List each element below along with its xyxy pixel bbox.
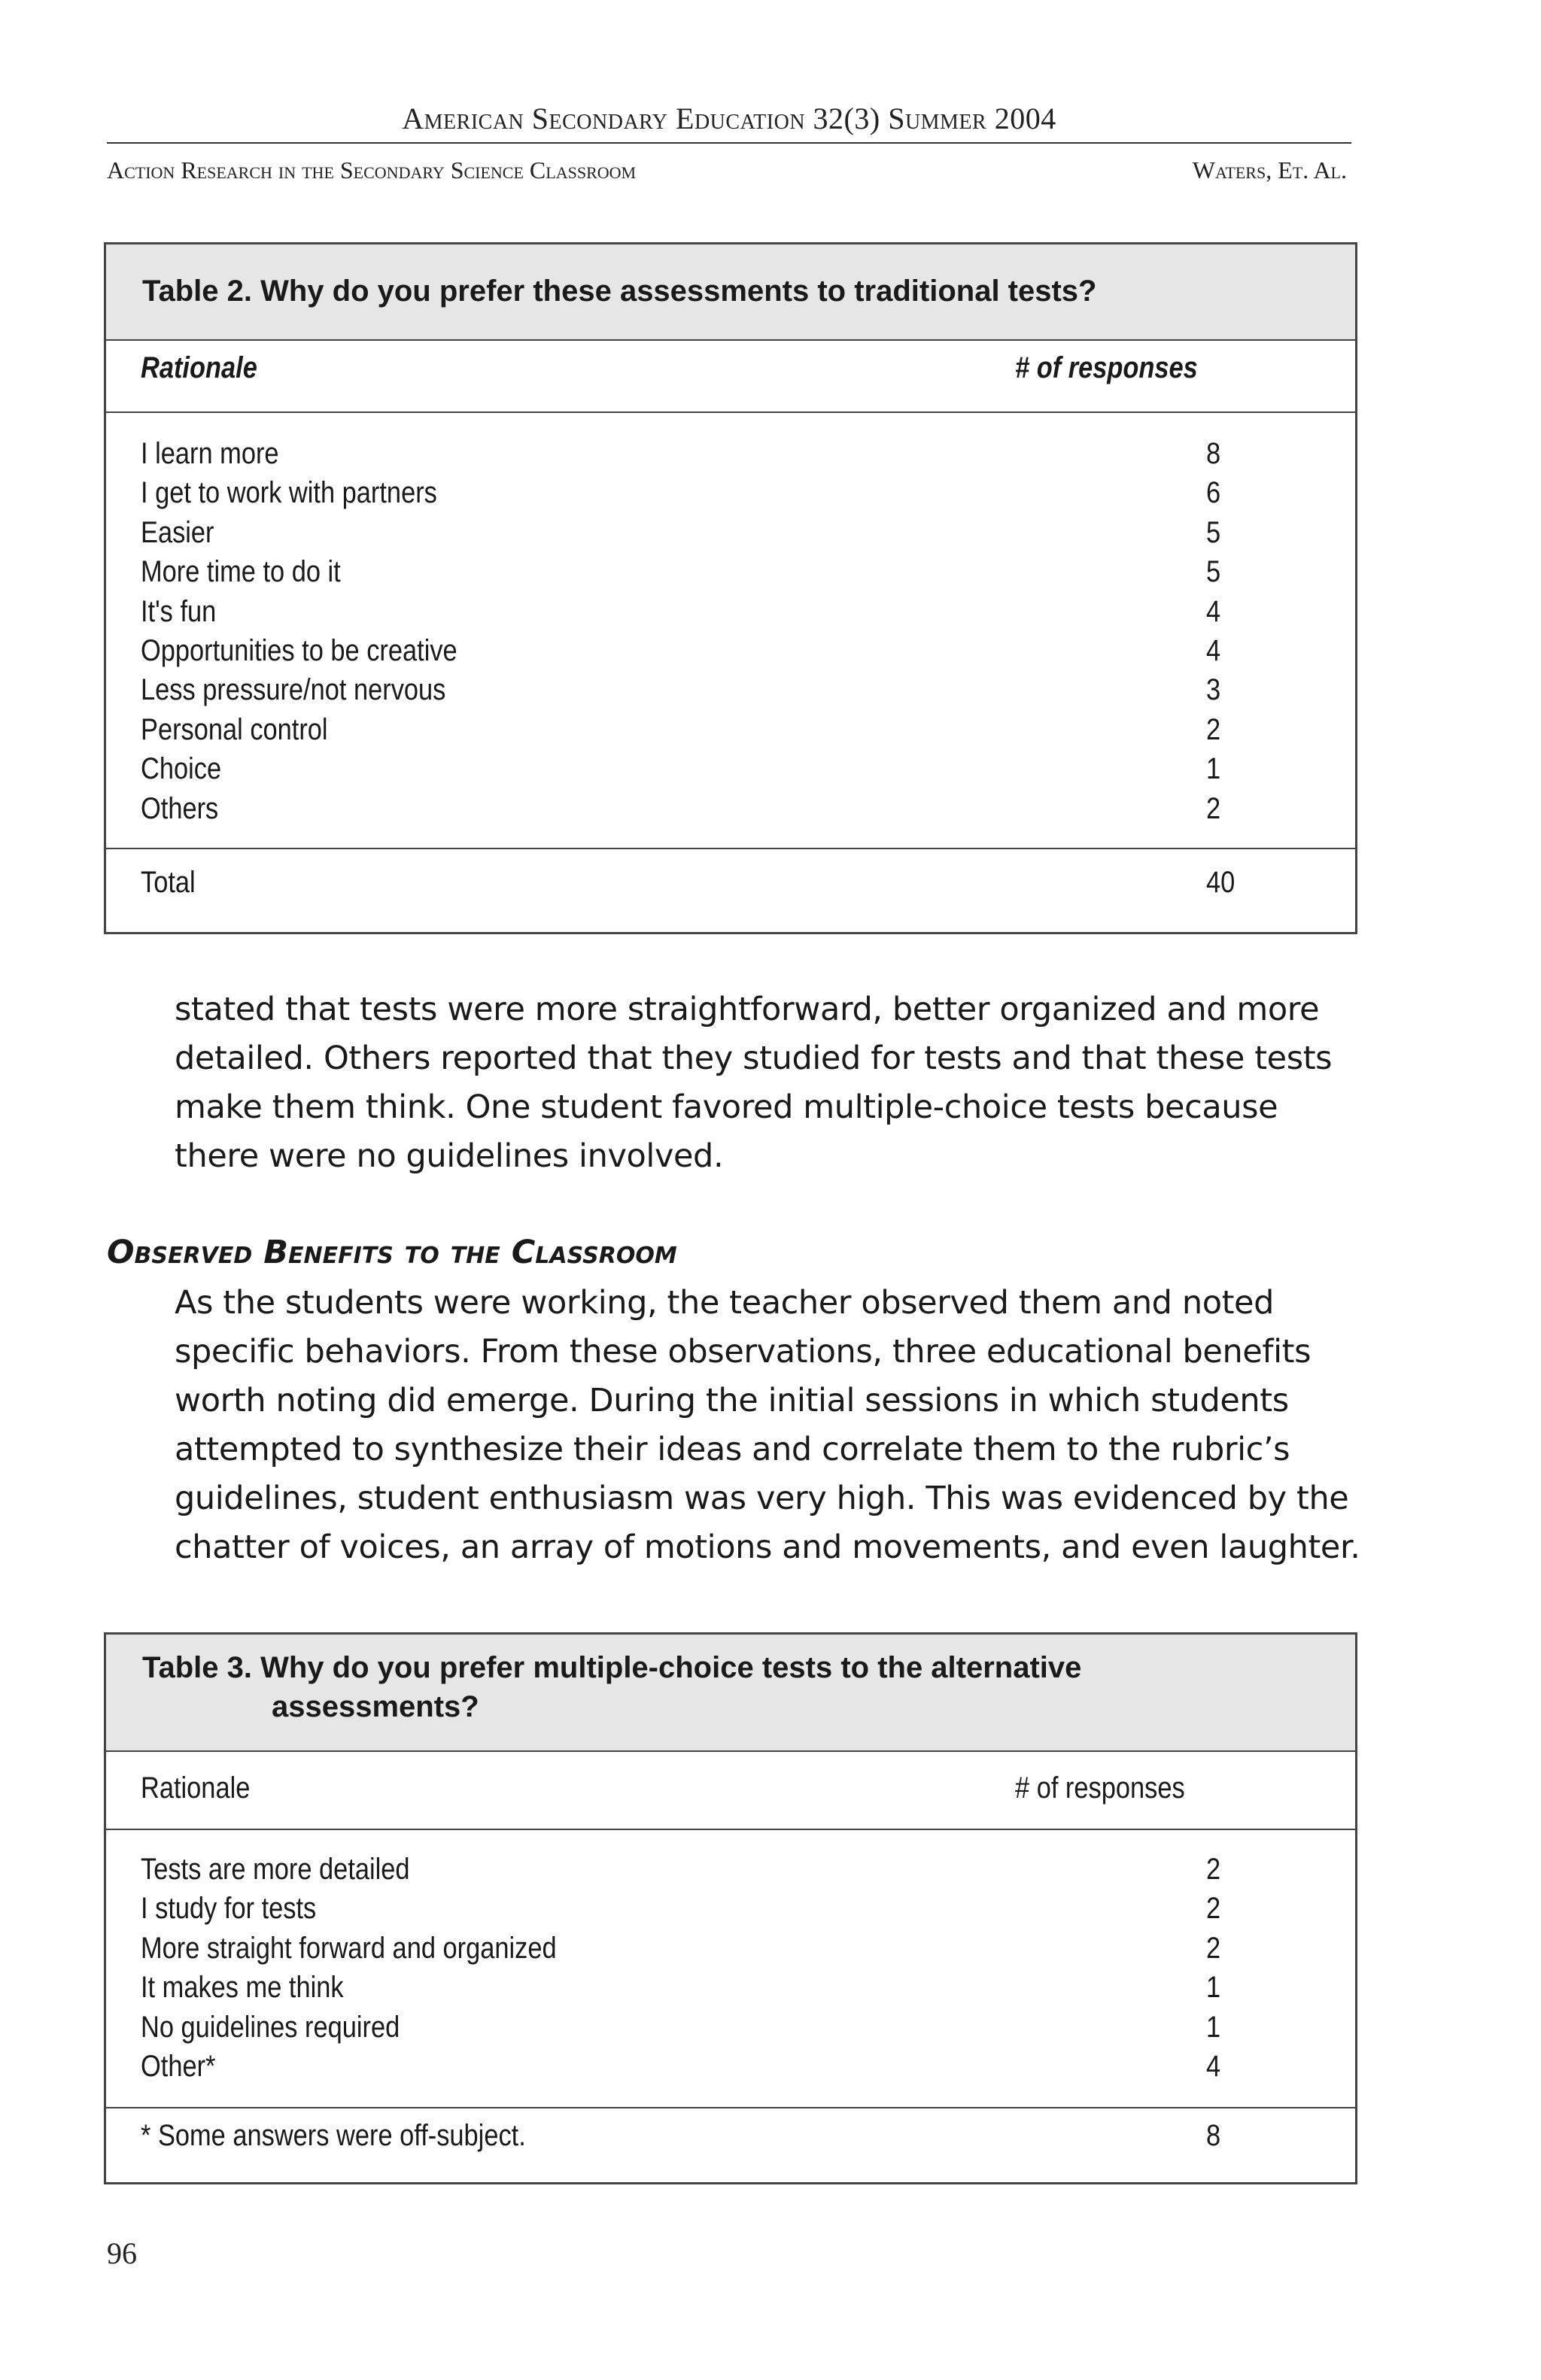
article-running-title: Action Research in the Secondary Science Classroom xyxy=(107,156,637,184)
table-2-col-responses: # of responses xyxy=(1015,351,1198,384)
row-rationale: Opportunities to be creative xyxy=(141,633,457,667)
row-rationale: I study for tests xyxy=(141,1892,317,1926)
row-response-count: 4 xyxy=(1206,594,1221,628)
row-rationale: Less pressure/not nervous xyxy=(141,673,446,707)
table-2-total-value: 40 xyxy=(1206,866,1236,899)
table-3-footnote-value: 8 xyxy=(1206,2119,1221,2152)
table-2-caption xyxy=(106,244,1355,341)
table-3-footnote-label: * Some answers were off-subject. xyxy=(141,2119,526,2152)
row-response-count: 6 xyxy=(1206,476,1221,510)
row-response-count: 2 xyxy=(1206,1853,1221,1886)
table-row xyxy=(106,552,1355,591)
table-2-total-row xyxy=(106,849,1355,932)
row-rationale: It's fun xyxy=(141,594,217,628)
row-rationale: Easier xyxy=(141,515,214,549)
section-paragraph: As the students were working, the teacher observed them and noted specific behaviors. From these observations, three educational benefits worth noting did emerge. During the initial sessions in which students attempted to synthesize their ideas and correlate them to the rubric’s guidelines, student enthusiasm was very high. This was evidenced by the chatter of voices, an array of motions and movements, and even laughter. xyxy=(175,1284,1360,1566)
table-row xyxy=(106,2047,1355,2086)
table-2 xyxy=(104,242,1357,934)
table-3-caption-line1: Table 3. Why do you prefer multiple-choice tests to the alternative xyxy=(142,1651,1082,1684)
row-rationale: It makes me think xyxy=(141,1971,344,2005)
row-response-count: 1 xyxy=(1206,2010,1221,2044)
section-heading: Observed Benefits to the Classroom xyxy=(107,1234,677,1271)
table-3-col-rationale: Rationale xyxy=(141,1771,251,1805)
row-response-count: 1 xyxy=(1206,752,1221,786)
row-rationale: Tests are more detailed xyxy=(141,1853,410,1886)
row-rationale: More time to do it xyxy=(141,555,341,589)
table-3-rows xyxy=(106,1850,1355,2086)
row-response-count: 5 xyxy=(1206,555,1221,589)
row-rationale: Others xyxy=(141,791,219,825)
table-row xyxy=(106,434,1355,473)
row-response-count: 8 xyxy=(1206,437,1221,470)
row-rationale: I learn more xyxy=(141,437,279,470)
row-response-count: 2 xyxy=(1206,791,1221,825)
table-row xyxy=(106,631,1355,670)
table-row xyxy=(106,1850,1355,1889)
table-row xyxy=(106,592,1355,631)
row-response-count: 4 xyxy=(1206,633,1221,667)
row-response-count: 4 xyxy=(1206,2049,1221,2083)
row-rationale: No guidelines required xyxy=(141,2010,400,2044)
table-row xyxy=(106,1968,1355,2007)
row-response-count: 2 xyxy=(1206,712,1221,746)
header-rule xyxy=(107,142,1351,144)
table-2-body xyxy=(106,413,1355,849)
table-row xyxy=(106,749,1355,788)
table-row xyxy=(106,710,1355,749)
table-3-body xyxy=(106,1830,1355,2108)
table-3-col-responses: # of responses xyxy=(1015,1771,1185,1805)
body-paragraph: stated that tests were more straightforward, better organized and more detailed. Others reported that they studied for tests and that these tests make them think. One student favored multiple-choice tests because there were no guidelines involved. xyxy=(175,991,1333,1175)
table-2-total-label: Total xyxy=(141,866,196,899)
row-response-count: 5 xyxy=(1206,515,1221,549)
table-row xyxy=(106,473,1355,512)
row-response-count: 1 xyxy=(1206,1971,1221,2005)
row-rationale: Other* xyxy=(141,2049,216,2083)
table-3-caption-line2: assessments? xyxy=(272,1690,479,1723)
table-3-column-headers xyxy=(106,1752,1355,1830)
table-row xyxy=(106,1929,1355,1968)
row-rationale: I get to work with partners xyxy=(141,476,437,510)
row-rationale: Choice xyxy=(141,752,222,786)
article-authors: Waters, Et. Al. xyxy=(1192,156,1347,184)
table-2-rows xyxy=(106,434,1355,828)
table-2-col-rationale: Rationale xyxy=(141,351,257,384)
table-3-footnote-row xyxy=(106,2108,1355,2182)
table-row xyxy=(106,1889,1355,1928)
table-row xyxy=(106,670,1355,709)
row-rationale: More straight forward and organized xyxy=(141,1931,557,1965)
row-response-count: 3 xyxy=(1206,673,1221,707)
table-row xyxy=(106,513,1355,552)
table-3-caption xyxy=(106,1635,1355,1752)
table-row xyxy=(106,789,1355,828)
page-number: 96 xyxy=(107,2236,137,2270)
table-2-column-headers xyxy=(106,341,1355,413)
journal-title: American Secondary Education 32(3) Summer 2004 xyxy=(402,102,1056,135)
row-rationale: Personal control xyxy=(141,712,328,746)
row-response-count: 2 xyxy=(1206,1931,1221,1965)
table-2-caption-text: Table 2. Why do you prefer these assessments to traditional tests? xyxy=(142,275,1097,308)
table-3 xyxy=(104,1632,1357,2184)
row-response-count: 2 xyxy=(1206,1892,1221,1926)
table-row xyxy=(106,2008,1355,2047)
